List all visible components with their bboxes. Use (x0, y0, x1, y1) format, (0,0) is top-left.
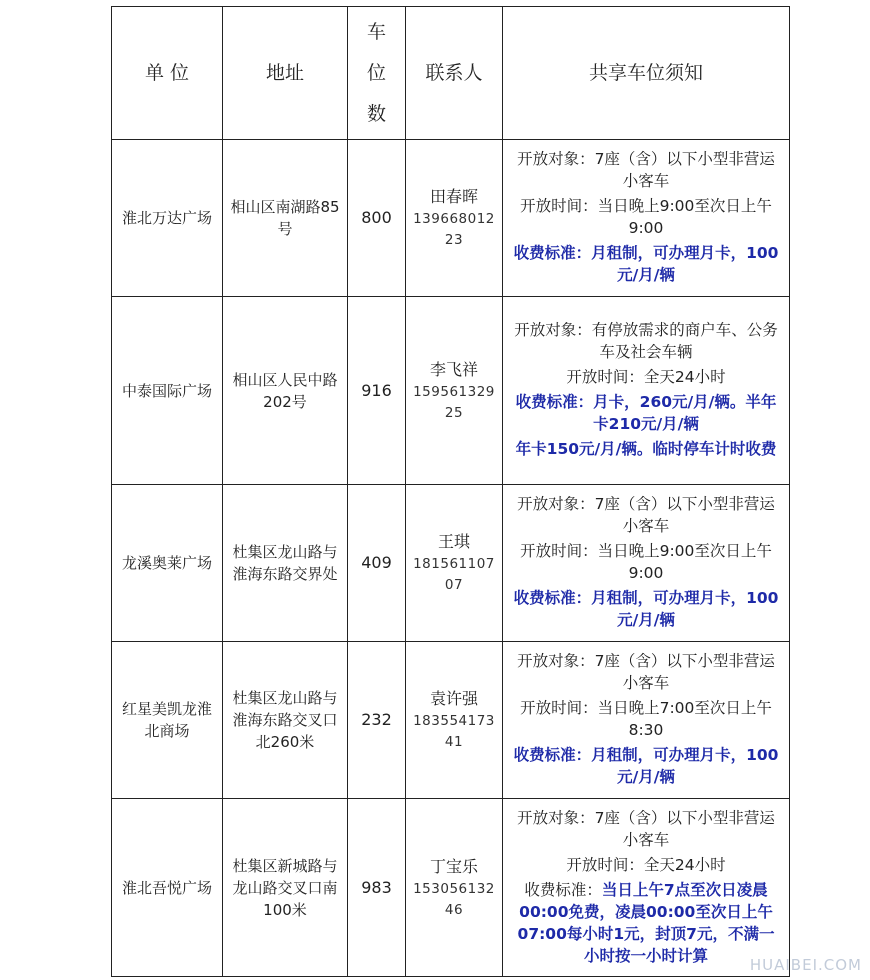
contact-cell (406, 297, 503, 485)
table-row (112, 642, 790, 799)
contact-name: 王琪 (437, 532, 470, 551)
open-to-text: 开放对象：7座（含）以下小型非营运小客车 (517, 495, 775, 535)
header-address: 地址 (223, 7, 348, 140)
notice-cell (503, 485, 790, 642)
open-time-text: 开放时间：当日晚上9:00至次日上午9:00 (520, 542, 772, 582)
header-contact: 联系人 (406, 7, 503, 140)
parking-share-table (111, 6, 790, 977)
contact-phone: 15956132925 (413, 383, 495, 421)
open-time-text: 开放时间：当日晚上7:00至次日上午8:30 (520, 699, 772, 739)
notice-cell (503, 297, 790, 485)
open-time-text: 开放时间：全天24小时 (566, 855, 726, 874)
open-time-text: 开放时间：全天24小时 (566, 368, 726, 386)
spaces-cell: 916 (348, 297, 406, 485)
fee-text: 收费标准：月租制，可办理月卡，100元/月/辆 (513, 746, 779, 786)
site-watermark: HUAIBEI.COM (749, 956, 862, 974)
unit-cell: 淮北万达广场 (112, 140, 223, 297)
open-to-text: 开放对象：7座（含）以下小型非营运小客车 (517, 150, 775, 190)
contact-phone: 15305613246 (413, 880, 495, 918)
fee-text: 收费标准：月租制，可办理月卡，100元/月/辆 (513, 589, 779, 629)
fee-block (511, 879, 781, 967)
contact-phone: 18355417341 (413, 713, 495, 750)
unit-cell: 中泰国际广场 (112, 297, 223, 485)
header-unit: 单 位 (112, 7, 223, 140)
contact-cell (406, 485, 503, 642)
table-row (112, 799, 790, 977)
spaces-cell: 232 (348, 642, 406, 799)
table-row (112, 297, 790, 485)
open-to-text: 开放对象：7座（含）以下小型非营运小客车 (517, 652, 775, 692)
notice-cell (503, 642, 790, 799)
contact-cell (406, 799, 503, 977)
table-row (112, 140, 790, 297)
address-cell: 相山区人民中路202号 (223, 297, 348, 485)
contact-cell (406, 140, 503, 297)
header-notice: 共享车位须知 (503, 7, 790, 140)
unit-cell: 淮北吾悦广场 (112, 799, 223, 977)
unit-cell: 红星美凯龙淮北商场 (112, 642, 223, 799)
fee-text: 当日上午7点至次日凌晨00:00免费，凌晨00:00至次日上午07:00每小时1元，封顶7元，不满一小时按一小时计算 (517, 880, 775, 965)
fee-extra-text: 年卡150元/月/辆。临时停车计时收费 (515, 440, 777, 458)
address-cell: 杜集区龙山路与淮海东路交叉口北260米 (223, 642, 348, 799)
open-to-text: 开放对象：7座（含）以下小型非营运小客车 (517, 808, 775, 849)
header-row (112, 7, 790, 140)
contact-phone: 13966801223 (413, 211, 495, 248)
header-spaces: 车 位 数 (348, 7, 406, 140)
contact-name: 袁许强 (429, 689, 478, 708)
unit-cell: 龙溪奥莱广场 (112, 485, 223, 642)
contact-phone: 18156110707 (413, 556, 495, 593)
address-cell: 相山区南湖路85号 (223, 140, 348, 297)
fee-label: 收费标准： (524, 880, 602, 899)
fee-text: 收费标准：月卡，260元/月/辆。半年卡210元/月/辆 (515, 393, 777, 433)
fee-text: 收费标准：月租制，可办理月卡，100元/月/辆 (513, 244, 779, 284)
notice-cell (503, 140, 790, 297)
open-time-text: 开放时间：当日晚上9:00至次日上午9:00 (520, 197, 772, 237)
contact-name: 李飞祥 (429, 359, 478, 379)
notice-cell (503, 799, 790, 977)
address-cell: 杜集区龙山路与淮海东路交界处 (223, 485, 348, 642)
contact-name: 田春晖 (429, 187, 478, 206)
contact-cell (406, 642, 503, 799)
open-to-text: 开放对象：有停放需求的商户车、公务车及社会车辆 (514, 321, 778, 361)
table-row (112, 485, 790, 642)
spaces-cell: 800 (348, 140, 406, 297)
spaces-cell: 409 (348, 485, 406, 642)
spaces-cell: 983 (348, 799, 406, 977)
contact-name: 丁宝乐 (429, 856, 478, 876)
address-cell: 杜集区新城路与龙山路交叉口南100米 (223, 799, 348, 977)
